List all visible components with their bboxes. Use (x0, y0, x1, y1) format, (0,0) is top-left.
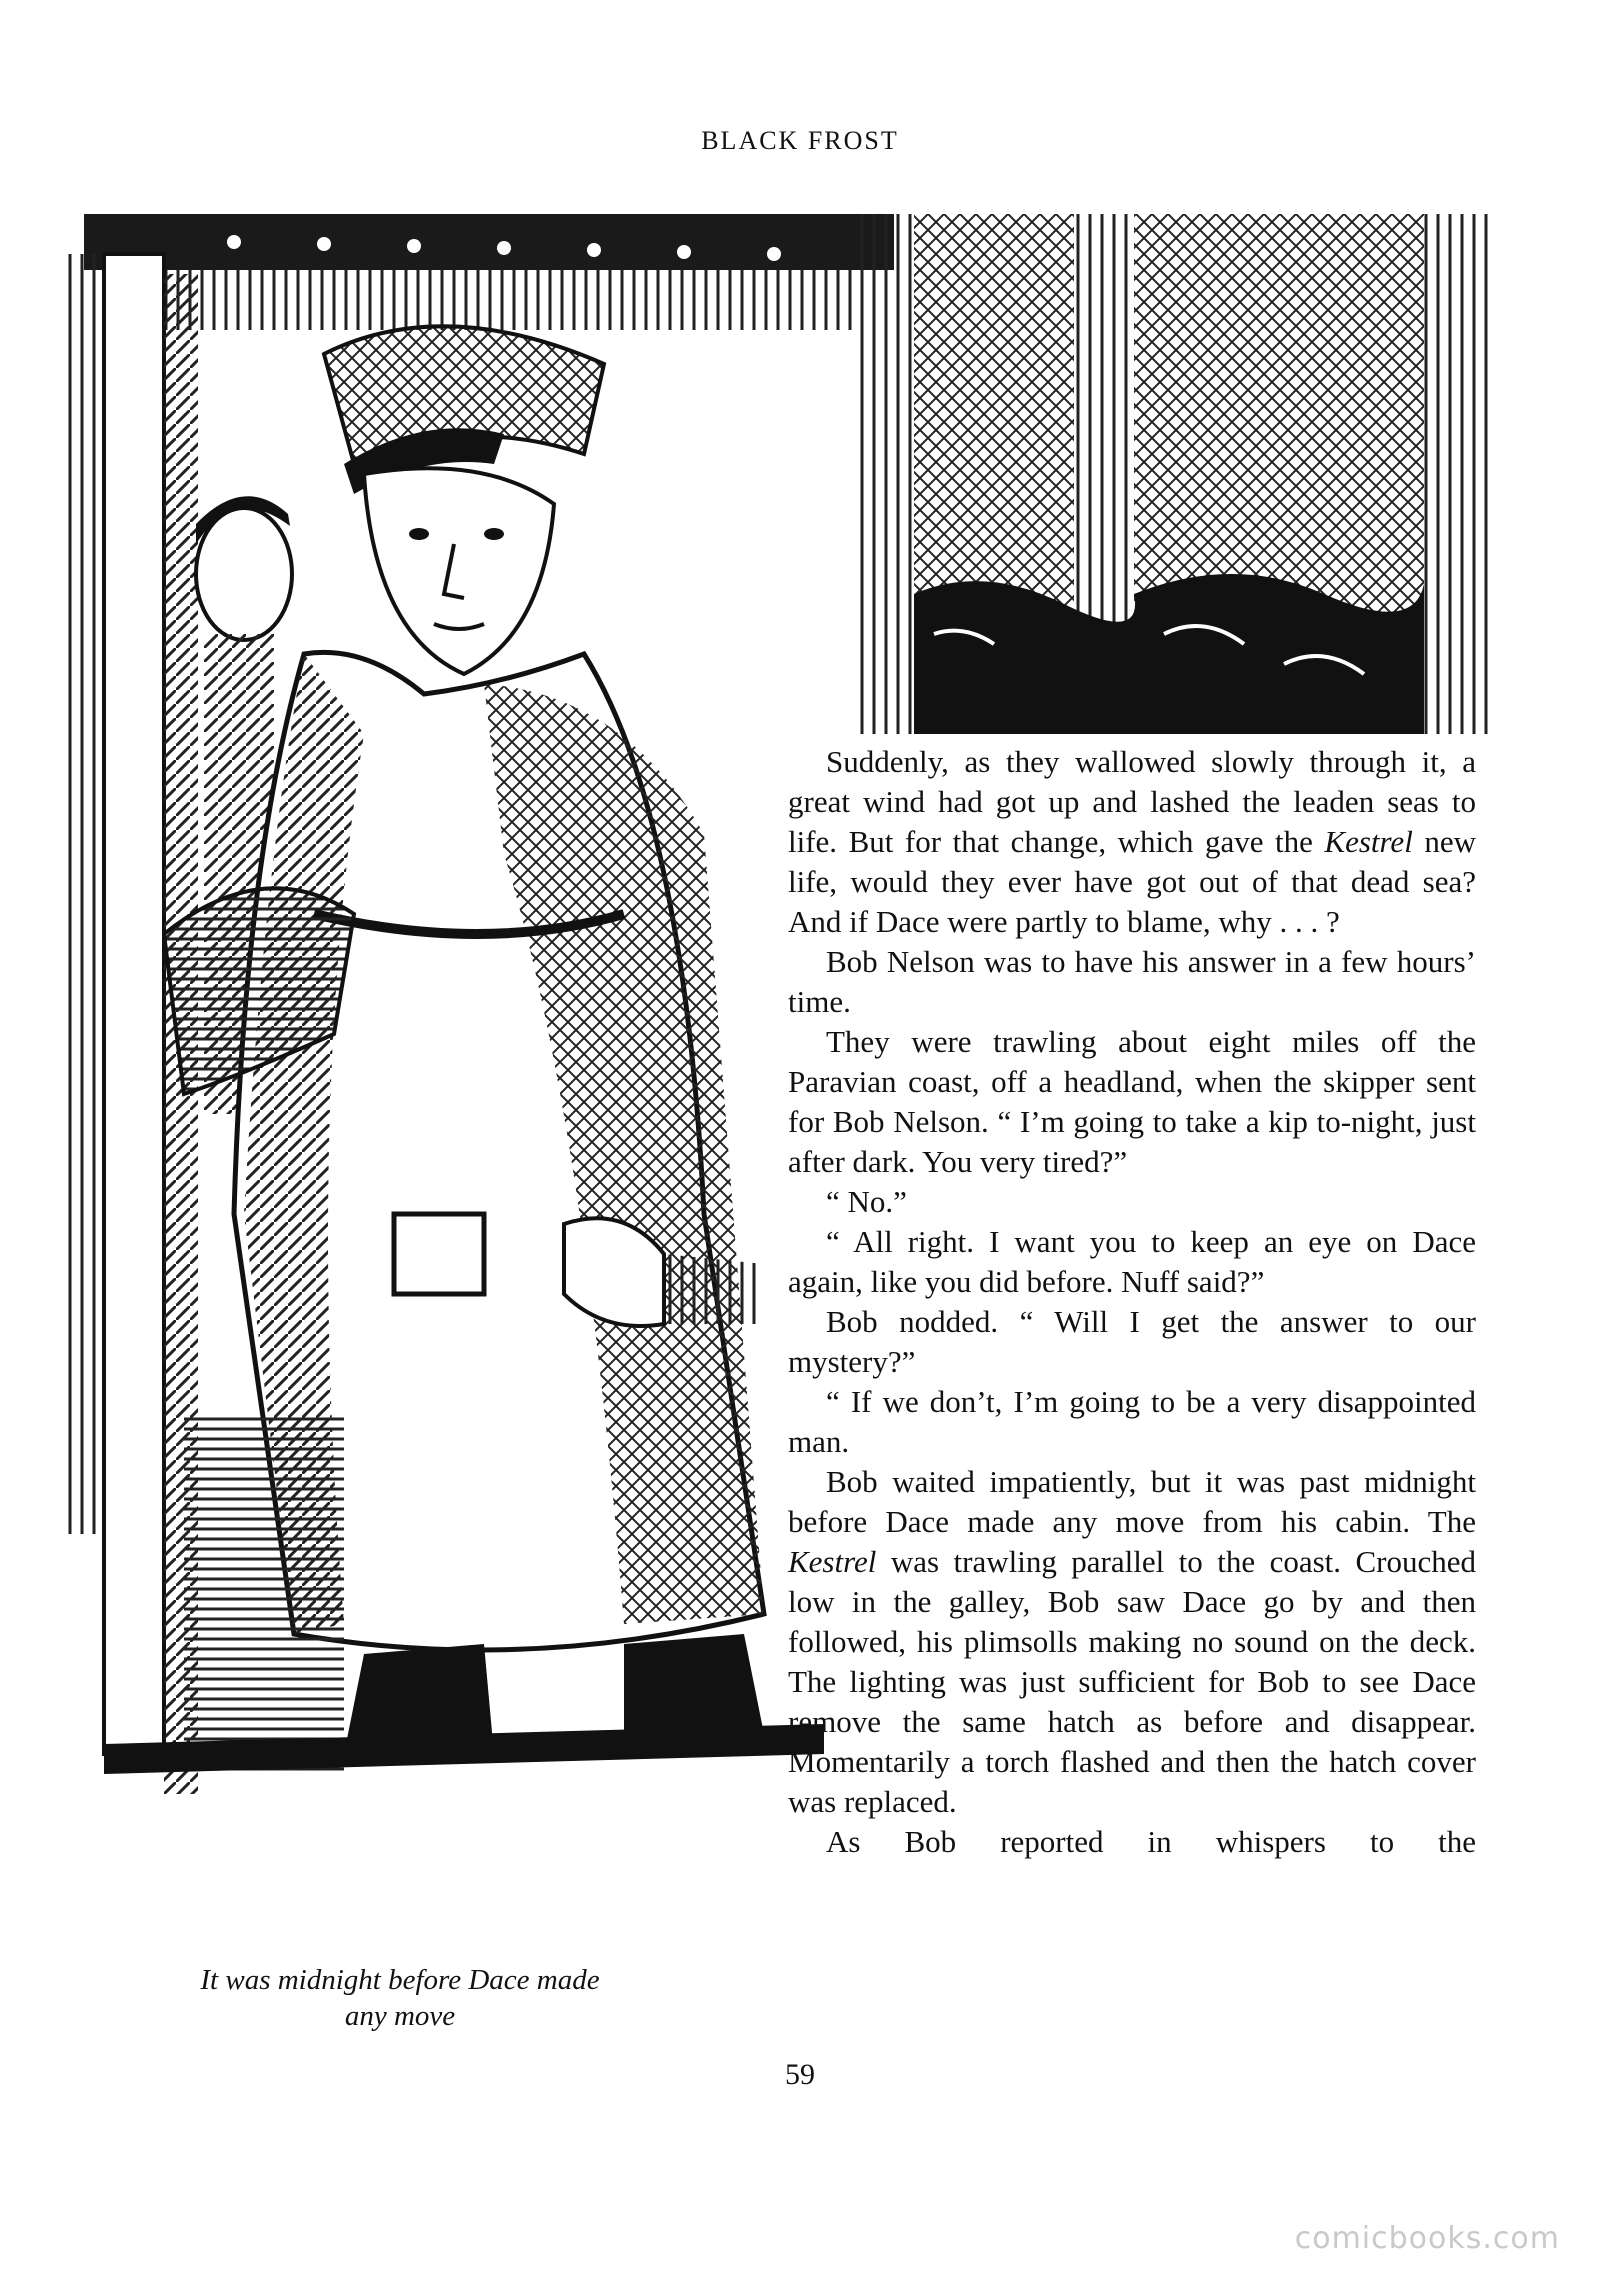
paragraph: Bob Nelson was to have his answer in a few hours’ time. (788, 944, 1476, 1019)
paragraph: Bob nodded. “ Will I get the answer to our mystery?” (788, 1304, 1476, 1379)
paragraph: They were trawling about eight miles off the Paravian coast, off a headland, when the skipper sent for Bob Nelson. “ I’m going to take a kip to-night, just after dark. You very tired?” (788, 1024, 1476, 1179)
door-frame-top (84, 214, 894, 330)
illustration-caption: It was midnight before Dace made any move (200, 1964, 600, 2032)
porthole-window (854, 214, 1494, 734)
paragraph: “ No.” (826, 1184, 907, 1219)
body-text (788, 742, 1476, 1862)
paragraph: Bob waited impatiently, but it was past midnight before Dace made any move from his cabin. The Kestrel was trawling parallel to the coast. Crouched low in the galley, Bob saw Dace go by and then followed, his plimsolls making no sound on the deck. The lighting was just sufficient for Bob to see Dace remove the same hatch as before and disappear. Momentarily a torch flashed and then the hatch cover was replaced. (788, 1464, 1476, 1819)
watermark: comicbooks.com (1294, 2221, 1560, 2256)
paragraph: As Bob reported in whispers to the (826, 1824, 1476, 1859)
artist-signature: E.A.H. (724, 1724, 789, 1750)
paragraph: “ If we don’t, I’m going to be a very disappointed man. (788, 1384, 1476, 1459)
page-number: 59 (785, 2058, 815, 2091)
paragraph: “ All right. I want you to keep an eye on Dace again, like you did before. Nuff said?” (788, 1224, 1476, 1299)
paragraph: Suddenly, as they wallowed slowly through it, a great wind had got up and lashed the leaden seas to life. But for that change, which gave the Kestrel new life, would they ever have got out of that dead sea? And if Dace were partly to blame, why . . . ? (788, 744, 1476, 939)
running-head: BLACK FROST (701, 126, 899, 155)
